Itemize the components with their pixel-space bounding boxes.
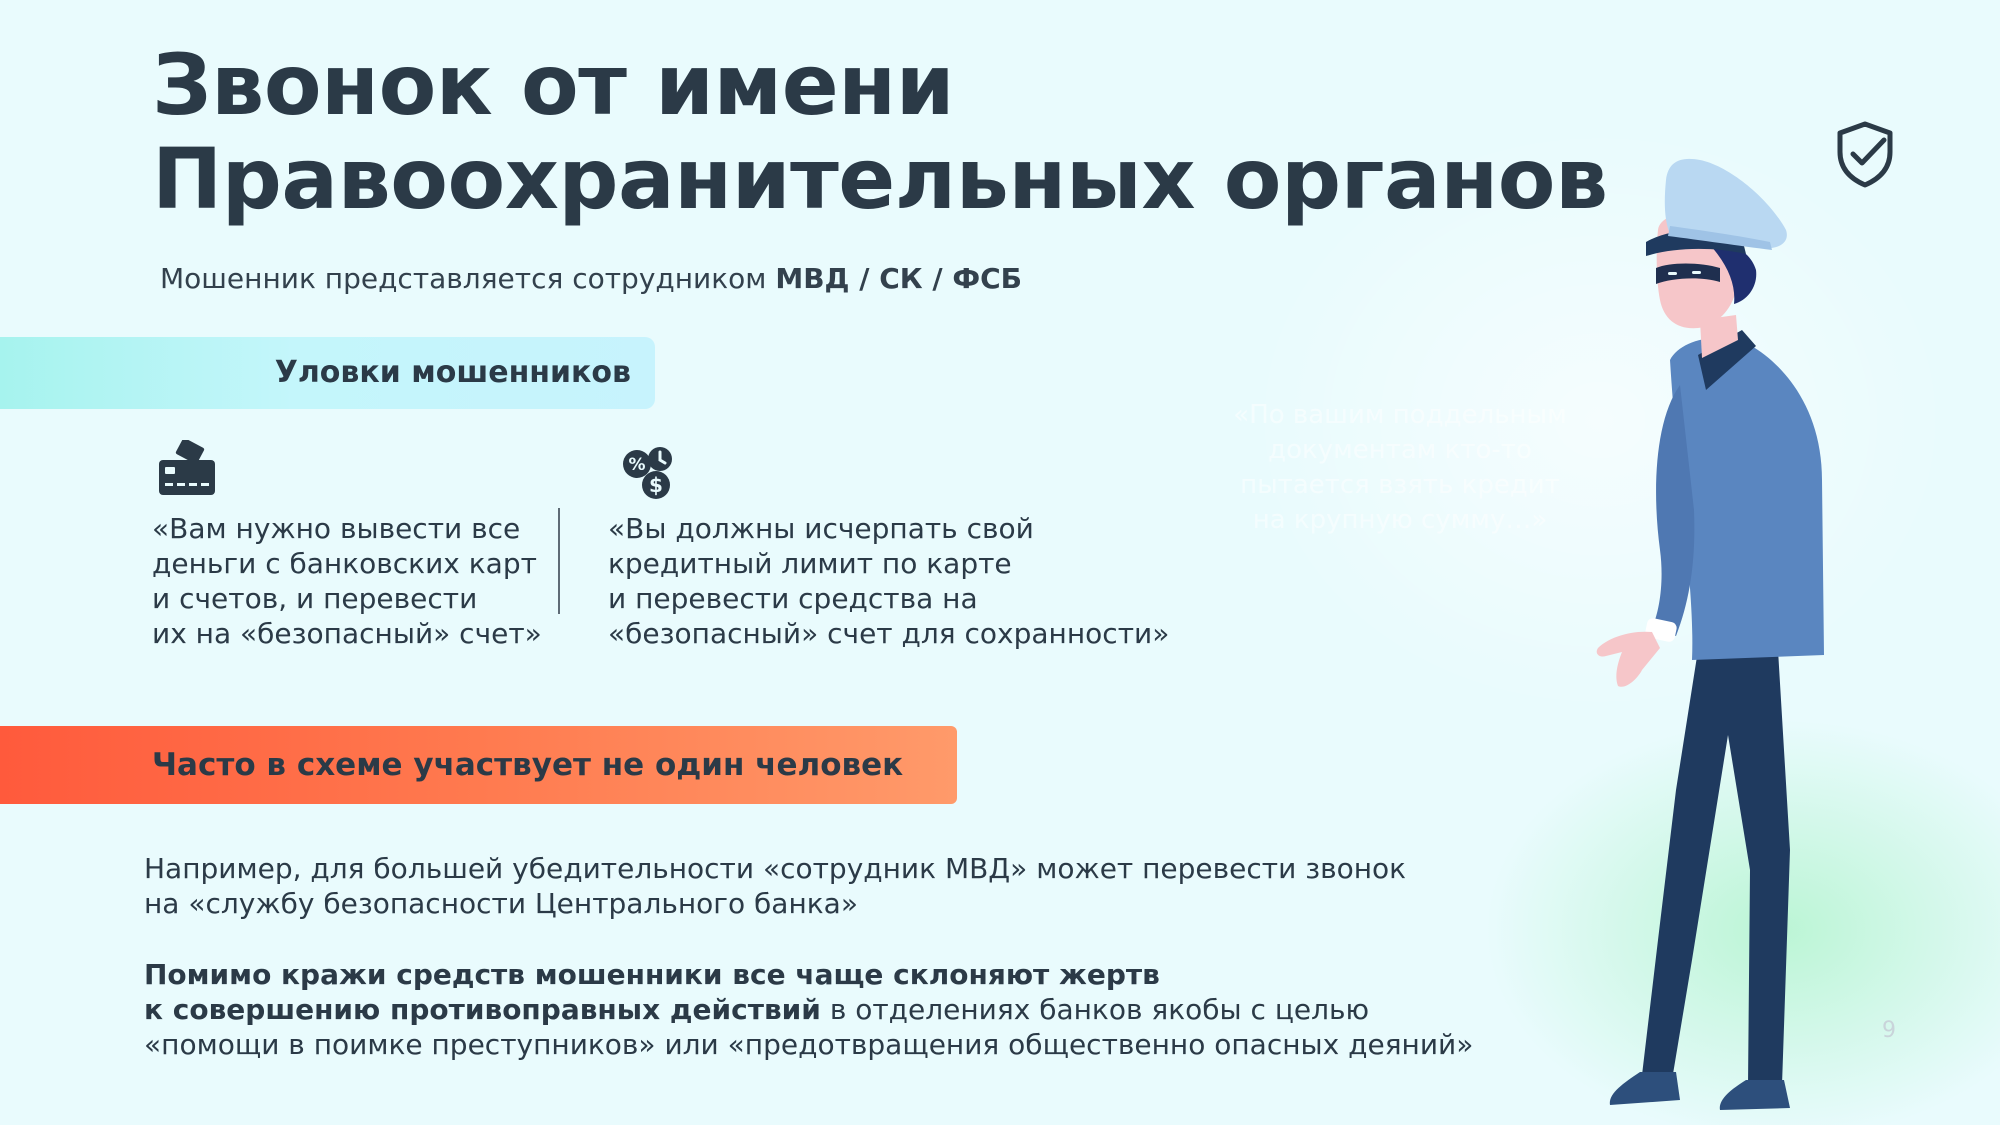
trick-quote-1-line: «Вам нужно вывести все bbox=[152, 512, 521, 545]
page-title bbox=[152, 38, 1608, 226]
trick-quote-2-line: «Вы должны исчерпать свой bbox=[608, 512, 1034, 545]
trick-quote-1-line: деньги с банковских карт bbox=[152, 547, 537, 580]
example-line: Например, для большей убедительности «сотрудник МВД» может перевести звонок bbox=[144, 852, 1407, 885]
speech-line: документам кто-то bbox=[1268, 435, 1532, 465]
often-banner bbox=[0, 726, 957, 804]
title-line-1: Звонок от имени bbox=[152, 36, 955, 134]
trick-quote-2 bbox=[608, 511, 1169, 651]
trick-quote-1-line: и счетов, и перевести bbox=[152, 582, 478, 615]
subtitle-agencies: МВД / СК / ФСБ bbox=[775, 262, 1023, 295]
fake-police-officer-illustration bbox=[1560, 150, 1860, 1115]
warning-line-2-rest: в отделениях банков якобы с целью bbox=[820, 993, 1370, 1026]
speech-line: пытается взять кредит bbox=[1240, 470, 1560, 500]
trick-quote-2-line: и перевести средства на bbox=[608, 582, 978, 615]
percent-dollar-coins-icon bbox=[622, 444, 674, 500]
example-line: на «службу безопасности Центрального банка» bbox=[144, 887, 858, 920]
tricks-banner-label: Уловки мошенников bbox=[274, 355, 631, 390]
title-line-2: Правоохранительных органов bbox=[152, 130, 1608, 228]
quote-divider bbox=[558, 508, 560, 614]
subtitle-text: Мошенник представляется сотрудником bbox=[160, 262, 776, 295]
trick-quote-1-line: их на «безопасный» счет» bbox=[152, 617, 542, 650]
bank-card-icon bbox=[158, 440, 216, 496]
trick-quote-2-line: кредитный лимит по карте bbox=[608, 547, 1012, 580]
trick-quote-1 bbox=[152, 511, 542, 651]
subtitle bbox=[160, 262, 1022, 295]
speech-line: «По вашим поддельным bbox=[1233, 400, 1567, 430]
warning-bold-fragment: к совершению противоправных действий bbox=[144, 993, 821, 1026]
svg-text:%: % bbox=[628, 455, 646, 475]
svg-text:$: $ bbox=[649, 473, 663, 497]
warning-line-2 bbox=[144, 992, 1473, 1027]
speech-bubble-text bbox=[1215, 398, 1585, 538]
often-banner-label: Часто в схеме участвует не один человек bbox=[152, 747, 904, 783]
trick-quote-2-line: «безопасный» счет для сохранности» bbox=[608, 617, 1170, 650]
page-number: 9 bbox=[1882, 1018, 1896, 1043]
speech-line: на крупную сумму…» bbox=[1252, 505, 1548, 535]
warning-bold-line: Помимо кражи средств мошенники все чаще склоняют жертв bbox=[144, 958, 1160, 991]
tricks-banner bbox=[0, 337, 655, 409]
warning-paragraph bbox=[144, 957, 1473, 1062]
warning-line-3: «помощи в поимке преступников» или «предотвращения общественно опасных деяний» bbox=[144, 1028, 1474, 1061]
example-paragraph bbox=[144, 851, 1406, 921]
